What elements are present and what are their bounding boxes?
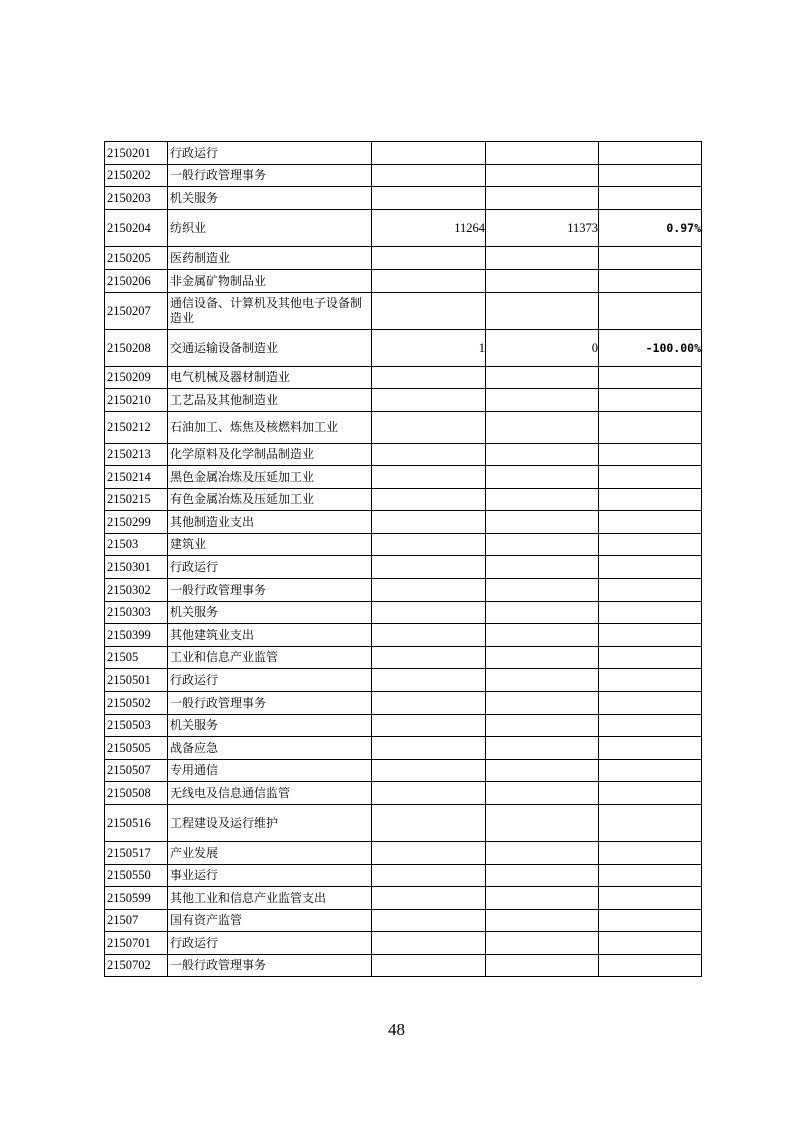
code-cell: 2150299 <box>105 511 168 534</box>
table-row <box>105 293 702 330</box>
value-curr-cell <box>486 367 599 389</box>
value-prev-cell <box>372 955 486 977</box>
name-cell: 工程建设及运行维护 <box>168 805 372 842</box>
name-cell: 纺织业 <box>168 210 372 247</box>
name-cell: 石油加工、炼焦及核燃料加工业 <box>168 412 372 444</box>
value-prev-cell <box>372 737 486 760</box>
name-cell: 行政运行 <box>168 142 372 165</box>
change-pct-cell <box>599 805 702 842</box>
name-cell: 其他制造业支出 <box>168 511 372 534</box>
code-cell: 21505 <box>105 647 168 669</box>
value-prev-cell <box>372 556 486 579</box>
name-cell: 专用通信 <box>168 760 372 782</box>
value-curr-cell <box>486 247 599 270</box>
name-cell: 工业和信息产业监管 <box>168 647 372 669</box>
value-curr-cell <box>486 760 599 782</box>
name-cell: 医药制造业 <box>168 247 372 270</box>
table-row <box>105 489 702 511</box>
name-cell: 交通运输设备制造业 <box>168 330 372 367</box>
value-curr-cell <box>486 955 599 977</box>
code-cell: 21507 <box>105 910 168 932</box>
value-curr-cell <box>486 444 599 466</box>
code-cell: 2150599 <box>105 887 168 910</box>
table-row <box>105 579 702 602</box>
table-row <box>105 210 702 247</box>
value-curr-cell <box>486 165 599 187</box>
change-pct-cell <box>599 715 702 737</box>
value-curr-cell <box>486 669 599 692</box>
code-cell: 2150502 <box>105 692 168 715</box>
value-prev-cell <box>372 165 486 187</box>
table-row <box>105 412 702 444</box>
code-cell: 2150301 <box>105 556 168 579</box>
table-row <box>105 511 702 534</box>
name-cell: 产业发展 <box>168 842 372 865</box>
change-pct-cell <box>599 760 702 782</box>
value-curr-cell <box>486 489 599 511</box>
change-pct-cell <box>599 910 702 932</box>
table-row <box>105 932 702 955</box>
value-curr-cell <box>486 293 599 330</box>
value-curr-cell <box>486 142 599 165</box>
table-row <box>105 760 702 782</box>
change-pct-cell <box>599 692 702 715</box>
table-row <box>105 444 702 466</box>
table-row <box>105 330 702 367</box>
change-pct-cell <box>599 534 702 556</box>
change-pct-cell <box>599 955 702 977</box>
change-pct-cell <box>599 466 702 489</box>
value-prev-cell <box>372 293 486 330</box>
code-cell: 2150302 <box>105 579 168 602</box>
table-row <box>105 647 702 669</box>
change-pct-cell <box>599 270 702 293</box>
value-prev-cell <box>372 887 486 910</box>
value-curr-cell <box>486 805 599 842</box>
value-curr-cell <box>486 412 599 444</box>
change-pct-cell <box>599 444 702 466</box>
change-pct-cell <box>599 782 702 805</box>
value-prev-cell <box>372 389 486 412</box>
name-cell: 化学原料及化学制品制造业 <box>168 444 372 466</box>
change-pct-cell <box>599 932 702 955</box>
change-pct-cell <box>599 737 702 760</box>
value-prev-cell <box>372 842 486 865</box>
table-row <box>105 534 702 556</box>
table-row <box>105 669 702 692</box>
value-prev-cell <box>372 910 486 932</box>
table-row <box>105 865 702 887</box>
code-cell: 2150215 <box>105 489 168 511</box>
code-cell: 2150202 <box>105 165 168 187</box>
table-row <box>105 692 702 715</box>
table-row <box>105 805 702 842</box>
value-curr-cell: 0 <box>486 330 599 367</box>
name-cell: 工艺品及其他制造业 <box>168 389 372 412</box>
value-curr-cell: 11373 <box>486 210 599 247</box>
change-pct-cell <box>599 165 702 187</box>
value-curr-cell <box>486 782 599 805</box>
name-cell: 其他建筑业支出 <box>168 624 372 647</box>
value-prev-cell <box>372 412 486 444</box>
value-curr-cell <box>486 602 599 624</box>
value-prev-cell <box>372 932 486 955</box>
value-prev-cell <box>372 187 486 210</box>
table-row <box>105 165 702 187</box>
change-pct-cell <box>599 624 702 647</box>
value-prev-cell <box>372 247 486 270</box>
change-pct-cell <box>599 865 702 887</box>
name-cell: 非金属矿物制品业 <box>168 270 372 293</box>
code-cell: 2150205 <box>105 247 168 270</box>
change-pct-cell <box>599 412 702 444</box>
code-cell: 2150204 <box>105 210 168 247</box>
value-curr-cell <box>486 715 599 737</box>
value-curr-cell <box>486 647 599 669</box>
table-row <box>105 367 702 389</box>
code-cell: 2150503 <box>105 715 168 737</box>
code-cell: 2150303 <box>105 602 168 624</box>
value-curr-cell <box>486 887 599 910</box>
code-cell: 2150213 <box>105 444 168 466</box>
change-pct-cell <box>599 489 702 511</box>
value-prev-cell <box>372 865 486 887</box>
change-pct-cell <box>599 247 702 270</box>
code-cell: 2150209 <box>105 367 168 389</box>
change-pct-cell <box>599 842 702 865</box>
code-cell: 2150214 <box>105 466 168 489</box>
code-cell: 2150208 <box>105 330 168 367</box>
value-prev-cell <box>372 715 486 737</box>
name-cell: 无线电及信息通信监管 <box>168 782 372 805</box>
code-cell: 2150701 <box>105 932 168 955</box>
code-cell: 2150201 <box>105 142 168 165</box>
code-cell: 2150501 <box>105 669 168 692</box>
code-cell: 2150508 <box>105 782 168 805</box>
value-prev-cell <box>372 579 486 602</box>
code-cell: 2150206 <box>105 270 168 293</box>
value-curr-cell <box>486 579 599 602</box>
code-cell: 2150702 <box>105 955 168 977</box>
value-prev-cell <box>372 692 486 715</box>
value-prev-cell <box>372 624 486 647</box>
name-cell: 行政运行 <box>168 669 372 692</box>
name-cell: 事业运行 <box>168 865 372 887</box>
value-curr-cell <box>486 692 599 715</box>
value-prev-cell <box>372 669 486 692</box>
change-pct-cell <box>599 187 702 210</box>
name-cell: 通信设备、计算机及其他电子设备制造业 <box>168 293 372 330</box>
table-row <box>105 270 702 293</box>
code-cell: 2150517 <box>105 842 168 865</box>
name-cell: 战备应急 <box>168 737 372 760</box>
table-row <box>105 247 702 270</box>
value-prev-cell <box>372 602 486 624</box>
name-cell: 有色金属冶炼及压延加工业 <box>168 489 372 511</box>
name-cell: 建筑业 <box>168 534 372 556</box>
name-cell: 黑色金属冶炼及压延加工业 <box>168 466 372 489</box>
table-row <box>105 142 702 165</box>
name-cell: 一般行政管理事务 <box>168 165 372 187</box>
budget-table <box>104 141 702 977</box>
name-cell: 行政运行 <box>168 932 372 955</box>
code-cell: 2150203 <box>105 187 168 210</box>
change-pct-cell <box>599 579 702 602</box>
value-curr-cell <box>486 270 599 293</box>
change-pct-cell <box>599 293 702 330</box>
name-cell: 机关服务 <box>168 187 372 210</box>
value-curr-cell <box>486 534 599 556</box>
name-cell: 电气机械及器材制造业 <box>168 367 372 389</box>
change-pct-cell <box>599 887 702 910</box>
code-cell: 2150550 <box>105 865 168 887</box>
value-curr-cell <box>486 389 599 412</box>
value-prev-cell <box>372 647 486 669</box>
change-pct-cell <box>599 647 702 669</box>
value-prev-cell <box>372 367 486 389</box>
table-row <box>105 955 702 977</box>
change-pct-cell <box>599 556 702 579</box>
value-prev-cell <box>372 270 486 293</box>
code-cell: 2150516 <box>105 805 168 842</box>
value-curr-cell <box>486 910 599 932</box>
name-cell: 一般行政管理事务 <box>168 692 372 715</box>
code-cell: 2150207 <box>105 293 168 330</box>
value-prev-cell <box>372 142 486 165</box>
code-cell: 2150505 <box>105 737 168 760</box>
table-body <box>105 142 702 977</box>
table-row <box>105 715 702 737</box>
value-prev-cell: 11264 <box>372 210 486 247</box>
value-prev-cell <box>372 511 486 534</box>
name-cell: 行政运行 <box>168 556 372 579</box>
name-cell: 国有资产监管 <box>168 910 372 932</box>
code-cell: 21503 <box>105 534 168 556</box>
table-row <box>105 910 702 932</box>
change-pct-cell <box>599 142 702 165</box>
table-row <box>105 842 702 865</box>
change-pct-cell <box>599 367 702 389</box>
name-cell: 一般行政管理事务 <box>168 955 372 977</box>
table-row <box>105 782 702 805</box>
value-prev-cell <box>372 466 486 489</box>
value-curr-cell <box>486 466 599 489</box>
value-prev-cell <box>372 805 486 842</box>
table-row <box>105 624 702 647</box>
value-prev-cell <box>372 489 486 511</box>
code-cell: 2150210 <box>105 389 168 412</box>
value-prev-cell <box>372 534 486 556</box>
table-row <box>105 887 702 910</box>
name-cell: 机关服务 <box>168 715 372 737</box>
code-cell: 2150212 <box>105 412 168 444</box>
change-pct-cell <box>599 669 702 692</box>
table-row <box>105 602 702 624</box>
table-row <box>105 389 702 412</box>
code-cell: 2150507 <box>105 760 168 782</box>
change-pct-cell: 0.97% <box>599 210 702 247</box>
value-prev-cell: 1 <box>372 330 486 367</box>
value-prev-cell <box>372 444 486 466</box>
name-cell: 一般行政管理事务 <box>168 579 372 602</box>
value-curr-cell <box>486 556 599 579</box>
change-pct-cell <box>599 389 702 412</box>
name-cell: 其他工业和信息产业监管支出 <box>168 887 372 910</box>
change-pct-cell <box>599 602 702 624</box>
value-curr-cell <box>486 511 599 534</box>
value-prev-cell <box>372 782 486 805</box>
code-cell: 2150399 <box>105 624 168 647</box>
value-curr-cell <box>486 932 599 955</box>
change-pct-cell: -100.00% <box>599 330 702 367</box>
value-prev-cell <box>372 760 486 782</box>
table-row <box>105 737 702 760</box>
value-curr-cell <box>486 865 599 887</box>
table-row <box>105 466 702 489</box>
name-cell: 机关服务 <box>168 602 372 624</box>
value-curr-cell <box>486 737 599 760</box>
change-pct-cell <box>599 511 702 534</box>
value-curr-cell <box>486 187 599 210</box>
table-row <box>105 556 702 579</box>
page-number: 48 <box>388 1020 405 1039</box>
table-row <box>105 187 702 210</box>
value-curr-cell <box>486 842 599 865</box>
value-curr-cell <box>486 624 599 647</box>
